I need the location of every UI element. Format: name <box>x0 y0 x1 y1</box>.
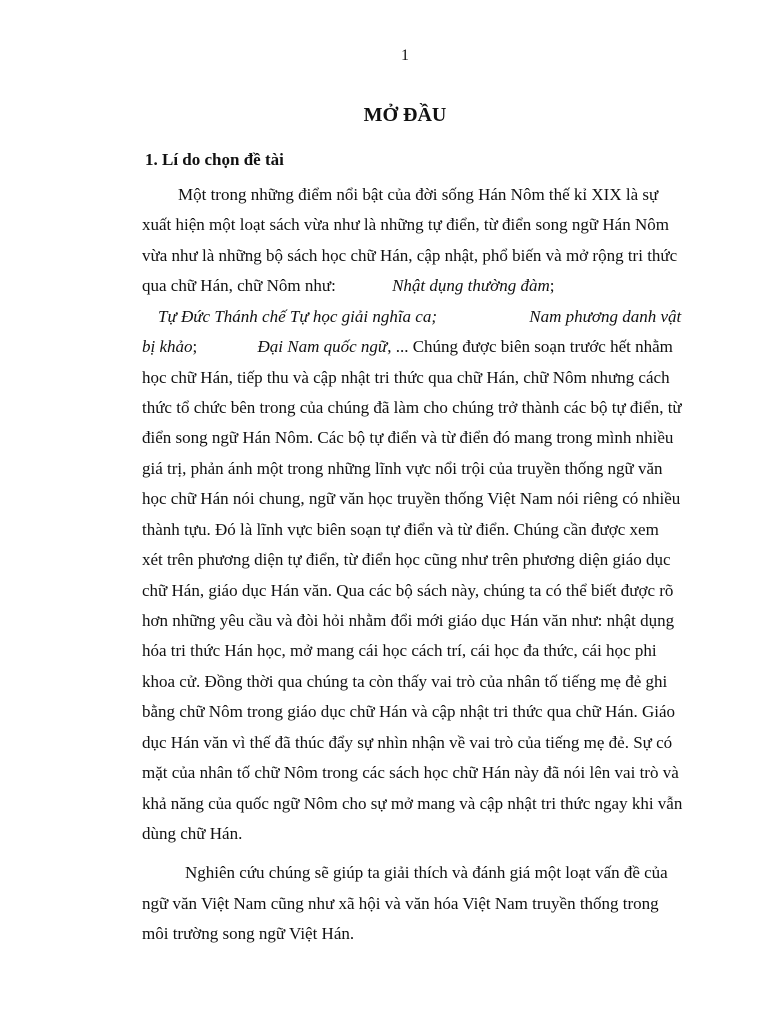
page-number: 1 <box>401 47 409 64</box>
book-title-tu-duc-thanh-che: Tự Đức Thánh chế Tự học giải nghĩa ca; <box>158 307 438 326</box>
paragraph-line <box>142 337 673 357</box>
paragraph-line: giá trị, phản ánh một trong những lĩnh vực nổi trội của truyền thống ngữ văn <box>142 459 663 478</box>
book-title-nam-phuong-danh-vat: Nam phương danh vật <box>529 307 682 326</box>
paragraph-line: thành tựu. Đó là lĩnh vực biên soạn tự điển và từ điển. Chúng cần được xem <box>142 520 659 539</box>
paragraph-line: xuất hiện một loạt sách vừa như là những tự điển, từ điển song ngữ Hán Nôm <box>142 215 669 234</box>
paragraph-line: chữ Hán, giáo dục Hán văn. Qua các bộ sách này, chúng ta có thể biết được rõ <box>142 581 674 600</box>
paragraph-line: hóa tri thức Hán học, mở mang cái học cách trí, cái học đa thức, cái học phi <box>142 641 657 660</box>
paragraph-line: học chữ Hán nói chung, ngữ văn học truyền thống Việt Nam nói riêng có nhiều <box>142 489 681 508</box>
book-title-bi-khao: bị khảo <box>142 337 193 356</box>
paragraph-line: ngữ văn Việt Nam cũng như xã hội và văn hóa Việt Nam truyền thống trong <box>142 894 659 913</box>
line-text: , ... Chúng được biên soạn trước hết nhằm <box>387 337 673 356</box>
paragraph-line: khoa cử. Đồng thời qua chúng ta còn thấy vai trò của nhân tố tiếng mẹ đẻ ghi <box>142 672 668 691</box>
paragraph-line: hơn những yêu cầu và đòi hỏi nhằm đổi mới giáo dục Hán văn như: nhật dụng <box>142 611 675 630</box>
line-text: ; <box>549 276 555 295</box>
paragraph-line <box>142 276 554 296</box>
section-heading: 1. Lí do chọn đề tài <box>145 150 284 169</box>
paragraph-line: dục Hán văn vì thế đã thúc đẩy sự nhìn nhận về vai trò của tiếng mẹ đẻ. Sự có <box>142 733 673 752</box>
paragraph-line: khả năng của quốc ngữ Nôm cho sự mở mang và cập nhật tri thức ngay khi vẫn <box>142 794 683 813</box>
paragraph-line <box>158 307 681 327</box>
book-title-nhat-dung-thuong-dam: Nhật dụng thường đàm <box>392 276 550 295</box>
book-title-dai-nam-quoc-ngu: Đại Nam quốc ngữ <box>257 337 388 356</box>
paragraph-line: xét trên phương diện tự điển, từ điển học cũng như trên phương diện giáo dục <box>142 550 671 569</box>
page-title: MỞ ĐẦU <box>363 104 447 126</box>
paragraph-line: thức tổ chức bên trong của chúng đã làm cho chúng trở thành các bộ tự điển, từ <box>142 398 682 417</box>
paragraph-line: Một trong những điểm nổi bật của đời sống Hán Nôm thế kỉ XIX là sự <box>178 185 659 204</box>
paragraph-line: vừa như là những bộ sách học chữ Hán, cập nhật, phổ biến và mở rộng tri thức <box>142 246 678 265</box>
paragraph-line: mặt của nhân tố chữ Nôm trong các sách học chữ Hán này đã nói lên vai trò và <box>142 763 679 782</box>
paragraph-line: môi trường song ngữ Việt Hán. <box>142 924 355 943</box>
paragraph-line: Nghiên cứu chúng sẽ giúp ta giải thích và đánh giá một loạt vấn đề của <box>185 863 668 882</box>
paragraph-line: học chữ Hán, tiếp thu và cập nhật tri thức qua chữ Hán, chữ Nôm nhưng cách <box>142 368 670 387</box>
paragraph-line: bằng chữ Nôm trong giáo dục chữ Hán và cập nhật tri thức qua chữ Hán. Giáo <box>142 702 676 721</box>
paragraph-line: dùng chữ Hán. <box>142 824 243 843</box>
line-text: ; <box>192 337 198 356</box>
paragraph-line: điển song ngữ Hán Nôm. Các bộ tự điển và từ điển đó mang trong mình nhiều <box>142 428 674 447</box>
line-text: qua chữ Hán, chữ Nôm như: <box>142 276 336 295</box>
